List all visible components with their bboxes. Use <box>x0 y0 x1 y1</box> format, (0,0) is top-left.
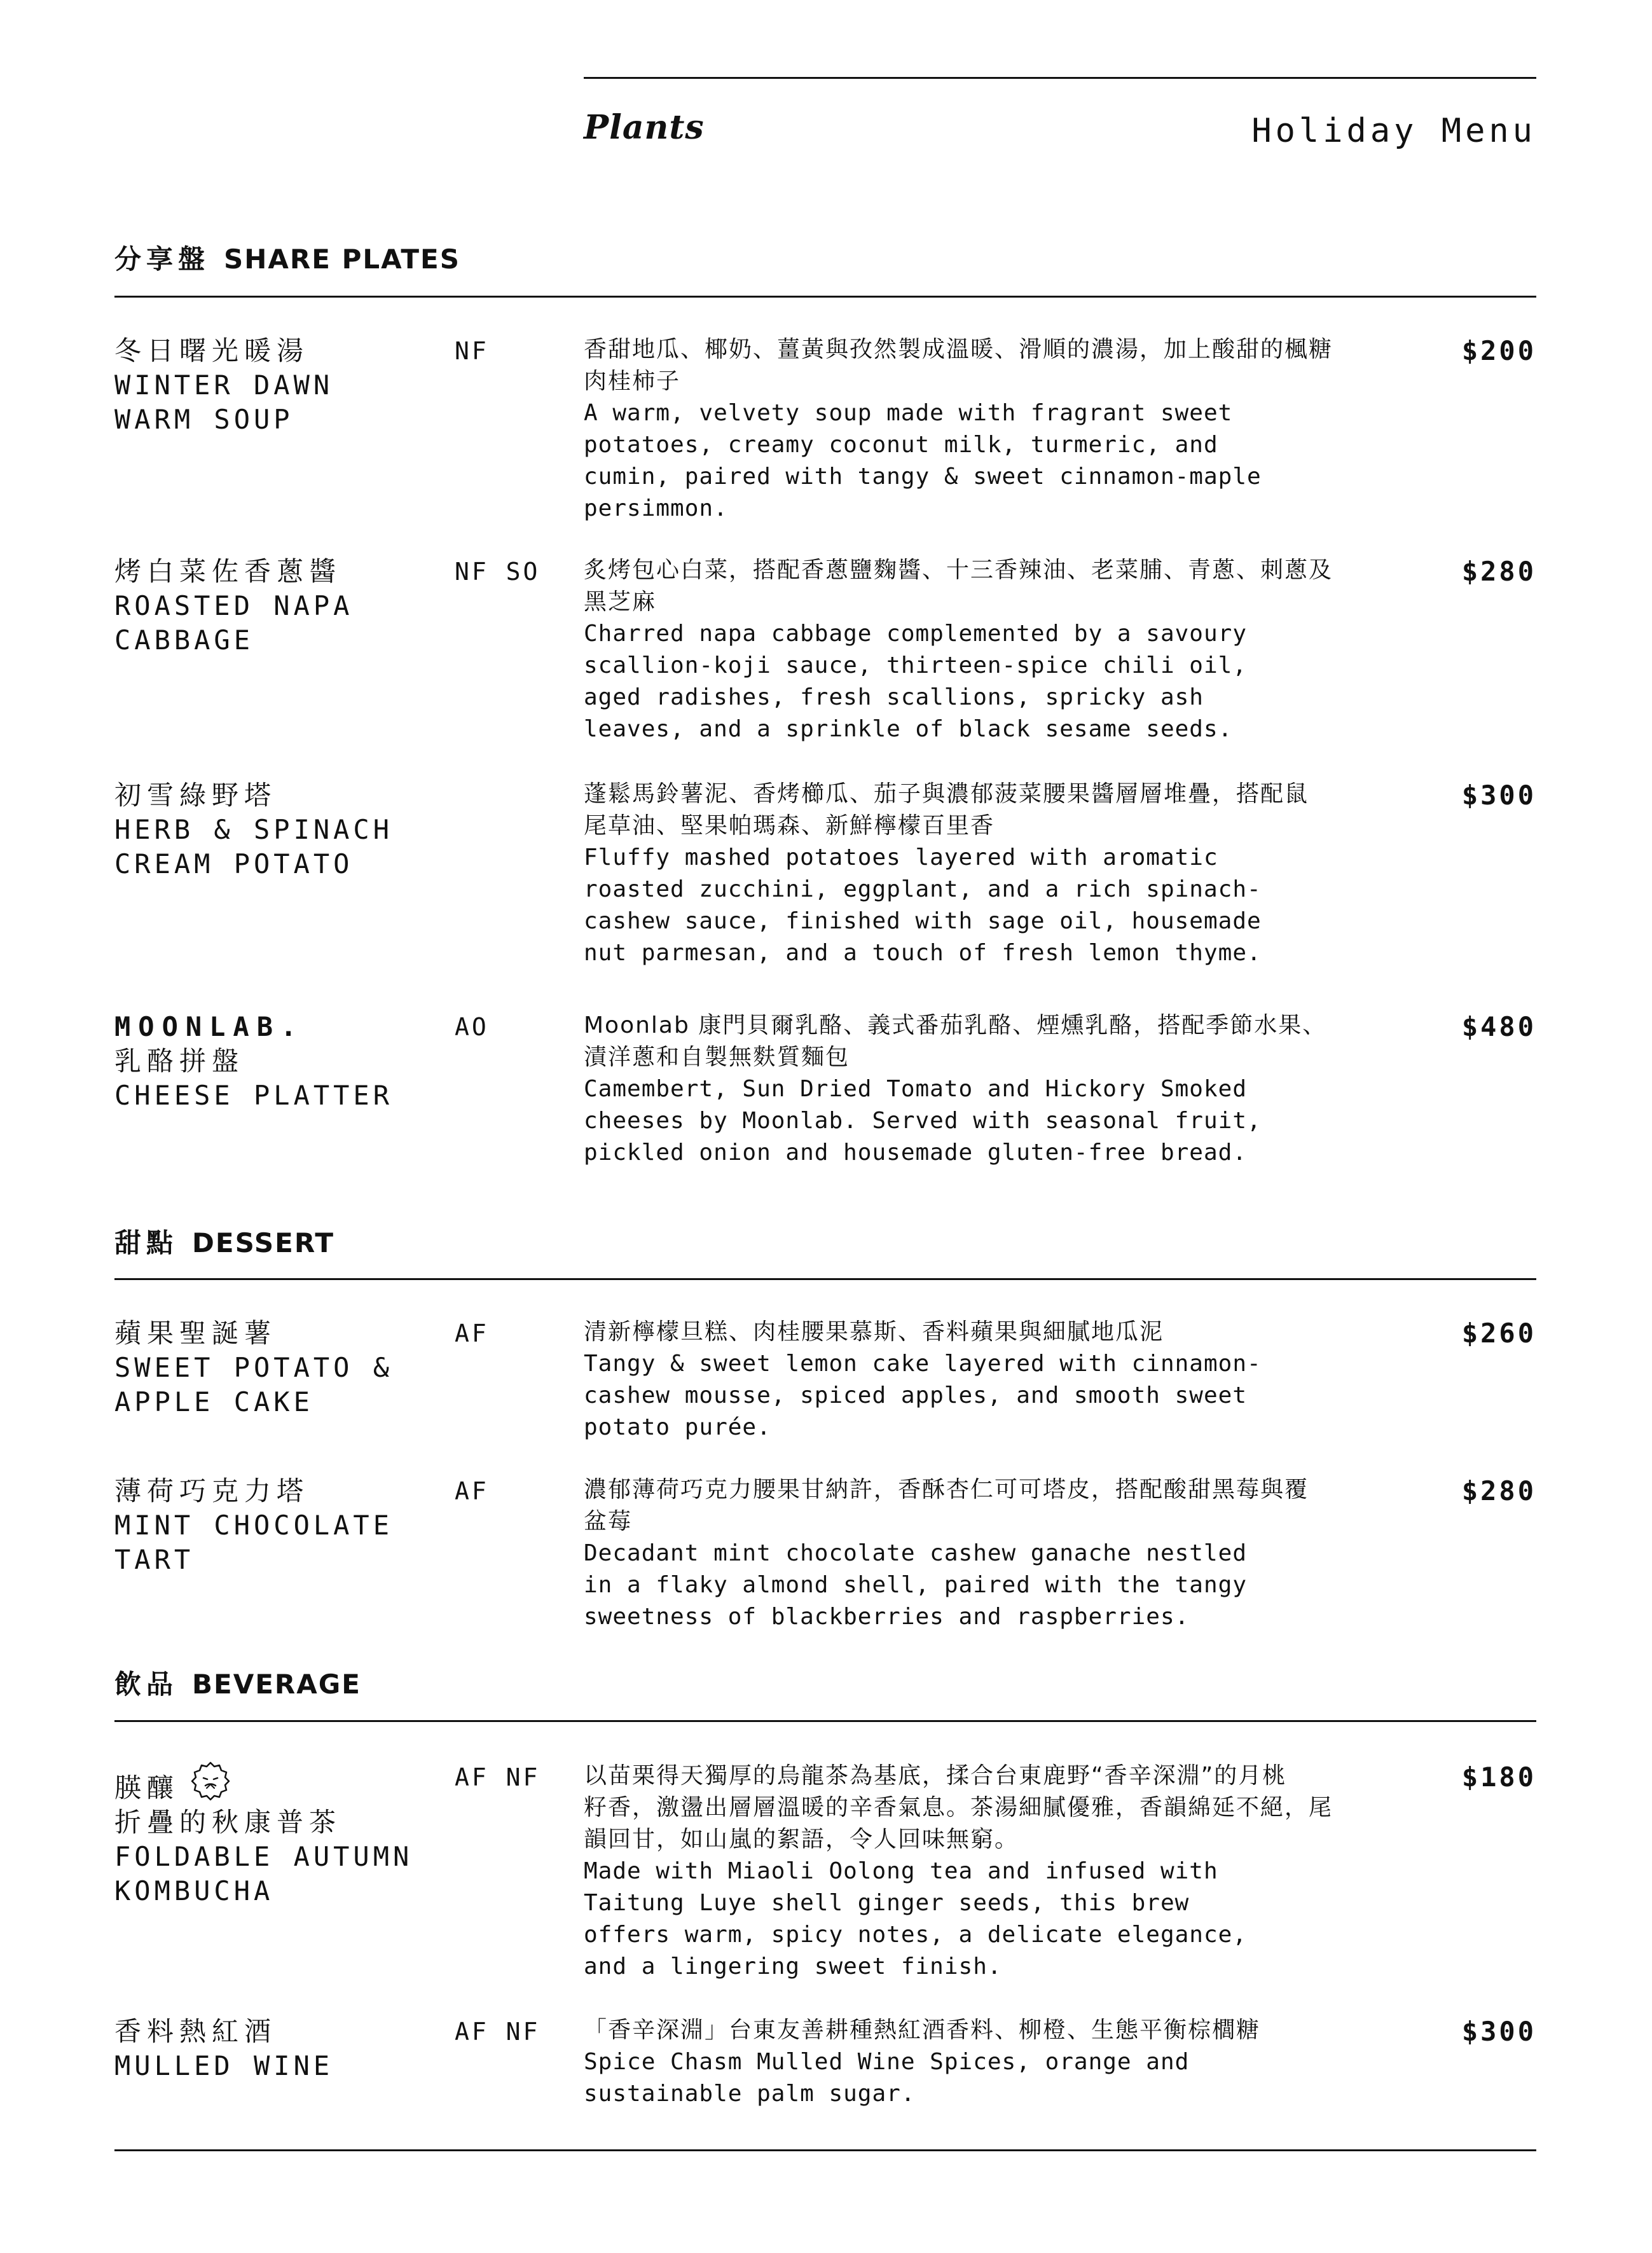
section-title-zh: 分享盤 <box>114 244 210 275</box>
section-title-zh: 甜點 <box>114 1227 179 1258</box>
item-desc-zh: 蓬鬆馬鈴薯泥、香烤櫛瓜、茄子與濃郁菠菜腰果醬層層堆疊，搭配鼠 尾草油、堅果帕瑪森、新鮮檸檬百里香 <box>584 781 1309 839</box>
item-name <box>114 2015 445 2083</box>
item-name <box>114 1760 445 1908</box>
item-tags: NF SO <box>455 558 540 586</box>
item-name-en: ROASTED NAPA CABBAGE <box>114 590 354 656</box>
item-desc-en: Spice Chasm Mulled Wine Spices, orange and sustainable palm sugar. <box>584 2049 1190 2107</box>
item-price: $280 <box>1461 1475 1536 1506</box>
item-price: $260 <box>1461 1318 1536 1349</box>
brand-logo: Plants <box>584 108 705 147</box>
section-title-en: BEVERAGE <box>192 1669 361 1700</box>
section-title-dessert <box>114 1222 334 1260</box>
item-name-zh: 香料熱紅酒 <box>114 2016 277 2047</box>
item-price: $480 <box>1461 1011 1536 1042</box>
item-desc-en: Camembert, Sun Dried Tomato and Hickory Smoked cheeses by Moonlab. Served with seasonal fruit, pickled onion and housemade gluten-free bread. <box>584 1076 1262 1166</box>
item-desc-zh: 香甜地瓜、椰奶、薑黃與孜然製成溫暖、滑順的濃湯，加上酸甜的楓糖 肉桂柿子 <box>584 336 1333 394</box>
section-title-share-plates <box>114 238 460 277</box>
item-tags: AF NF <box>455 2018 540 2046</box>
item-name <box>114 1010 445 1113</box>
item-brand-line: MOONLAB. <box>114 1011 305 1042</box>
item-name-zh: 烤白菜佐香蔥醬 <box>114 556 342 587</box>
section-title-en: DESSERT <box>192 1227 334 1258</box>
item-name-en: MINT CHOCOLATE TART <box>114 1510 394 1575</box>
item-tags: NF <box>455 337 489 365</box>
section-title-zh: 飲品 <box>114 1669 179 1700</box>
item-name-zh: 冬日曙光暖湯 <box>114 335 310 366</box>
item-name-zh: 折疊的秋康普茶 <box>114 1807 342 1838</box>
item-name <box>114 555 445 658</box>
item-desc-en: Charred napa cabbage complemented by a savoury scallion-koji sauce, thirteen-spice chili oil, aged radishes, fresh scallions, spricky ash leaves, and a sprinkle of black sesame seeds. <box>584 621 1247 742</box>
item-name <box>114 1316 445 1419</box>
item-desc-zh: 「香辛深淵」台東友善耕種熱紅酒香料、柳橙、生態平衡棕櫚糖 <box>584 2017 1261 2043</box>
item-name-en: HERB & SPINACH CREAM POTATO <box>114 814 394 879</box>
item-name-zh: 乳酪拼盤 <box>114 1045 245 1077</box>
item-description <box>584 1010 1474 1169</box>
section-rule <box>114 1720 1536 1722</box>
item-description <box>584 1760 1474 1983</box>
footer-rule <box>114 2149 1536 2151</box>
header-rule <box>584 77 1536 79</box>
item-desc-en: Tangy & sweet lemon cake layered with cinnamon- cashew mousse, spiced apples, and smooth sweet potato purée. <box>584 1351 1262 1440</box>
item-name <box>114 1474 445 1577</box>
section-rule <box>114 1278 1536 1280</box>
item-desc-en: Fluffy mashed potatoes layered with aromatic roasted zucchini, eggplant, and a rich spinach- cashew sauce, finished with sage oil, housemade nut parmesan, and a touch of fresh lemon thyme. <box>584 844 1262 966</box>
item-price: $200 <box>1461 335 1536 366</box>
item-brand-zh-text: 朠釀 <box>114 1772 180 1803</box>
item-desc-zh: 以苗栗得天獨厚的烏龍茶為基底，揉合台東鹿野“香辛深淵”的月桃 籽香，激盪出層層溫暖的辛香氣息。茶湯細膩優雅，香韻綿延不絕，尾 韻回甘，如山嵐的絮語，令人回味無窮。 <box>584 1763 1333 1852</box>
item-description <box>584 1474 1474 1633</box>
item-name-zh: 薄荷巧克力塔 <box>114 1475 310 1506</box>
item-tags: AF <box>455 1477 489 1505</box>
item-name <box>114 778 445 881</box>
item-description <box>584 1316 1474 1443</box>
item-desc-zh: 炙烤包心白菜，搭配香蔥鹽麴醬、十三香辣油、老菜脯、青蔥、刺蔥及 黑芝麻 <box>584 557 1333 615</box>
item-price: $300 <box>1461 780 1536 811</box>
item-name-zh: 初雪綠野塔 <box>114 780 277 811</box>
item-brand-zh <box>114 1760 445 1805</box>
item-desc-zh: Moonlab 康門貝爾乳酪、義式番茄乳酪、煙燻乳酪，搭配季節水果、 漬洋蔥和自製無麩質麵包 <box>584 1012 1327 1070</box>
section-title-beverage <box>114 1664 361 1702</box>
item-tags: AF NF <box>455 1763 540 1791</box>
item-name-en: CHEESE PLATTER <box>114 1080 394 1111</box>
item-name <box>114 334 445 437</box>
item-tags: AO <box>455 1013 489 1041</box>
item-desc-en: Decadant mint chocolate cashew ganache nestled in a flaky almond shell, paired with the tangy sweetness of blackberries and raspberries. <box>584 1540 1247 1630</box>
item-tags: AF <box>455 1319 489 1347</box>
item-name-en: FOLDABLE AUTUMN KOMBUCHA <box>114 1841 413 1906</box>
section-rule <box>114 296 1536 298</box>
item-description <box>584 2015 1474 2110</box>
item-description <box>584 778 1474 969</box>
item-desc-zh: 清新檸檬旦糕、肉桂腰果慕斯、香料蘋果與細膩地瓜泥 <box>584 1319 1164 1345</box>
item-description <box>584 555 1474 745</box>
item-name-en: MULLED WINE <box>114 2050 334 2081</box>
item-price: $180 <box>1461 1761 1536 1793</box>
item-desc-en: Made with Miaoli Oolong tea and infused with Taitung Luye shell ginger seeds, this brew offers warm, spicy notes, a delicate elegance, and a lingering sweet finish. <box>584 1858 1247 1980</box>
item-name-en: SWEET POTATO & APPLE CAKE <box>114 1352 394 1417</box>
item-price: $280 <box>1461 556 1536 587</box>
item-name-en: WINTER DAWN WARM SOUP <box>114 369 334 435</box>
menu-title: Holiday Menu <box>1251 112 1536 150</box>
section-title-en: SHARE PLATES <box>224 244 460 275</box>
item-name-zh: 蘋果聖誕薯 <box>114 1318 277 1349</box>
item-price: $300 <box>1461 2016 1536 2047</box>
item-description <box>584 334 1474 525</box>
item-desc-en: A warm, velvety soup made with fragrant sweet potatoes, creamy coconut milk, turmeric, and cumin, paired with tangy & sweet cinnamon-maple persimmon. <box>584 400 1262 521</box>
smiley-badge-icon <box>189 1760 231 1802</box>
item-desc-zh: 濃郁薄荷巧克力腰果甘納許，香酥杏仁可可塔皮，搭配酸甜黑莓與覆 盆莓 <box>584 1477 1309 1534</box>
